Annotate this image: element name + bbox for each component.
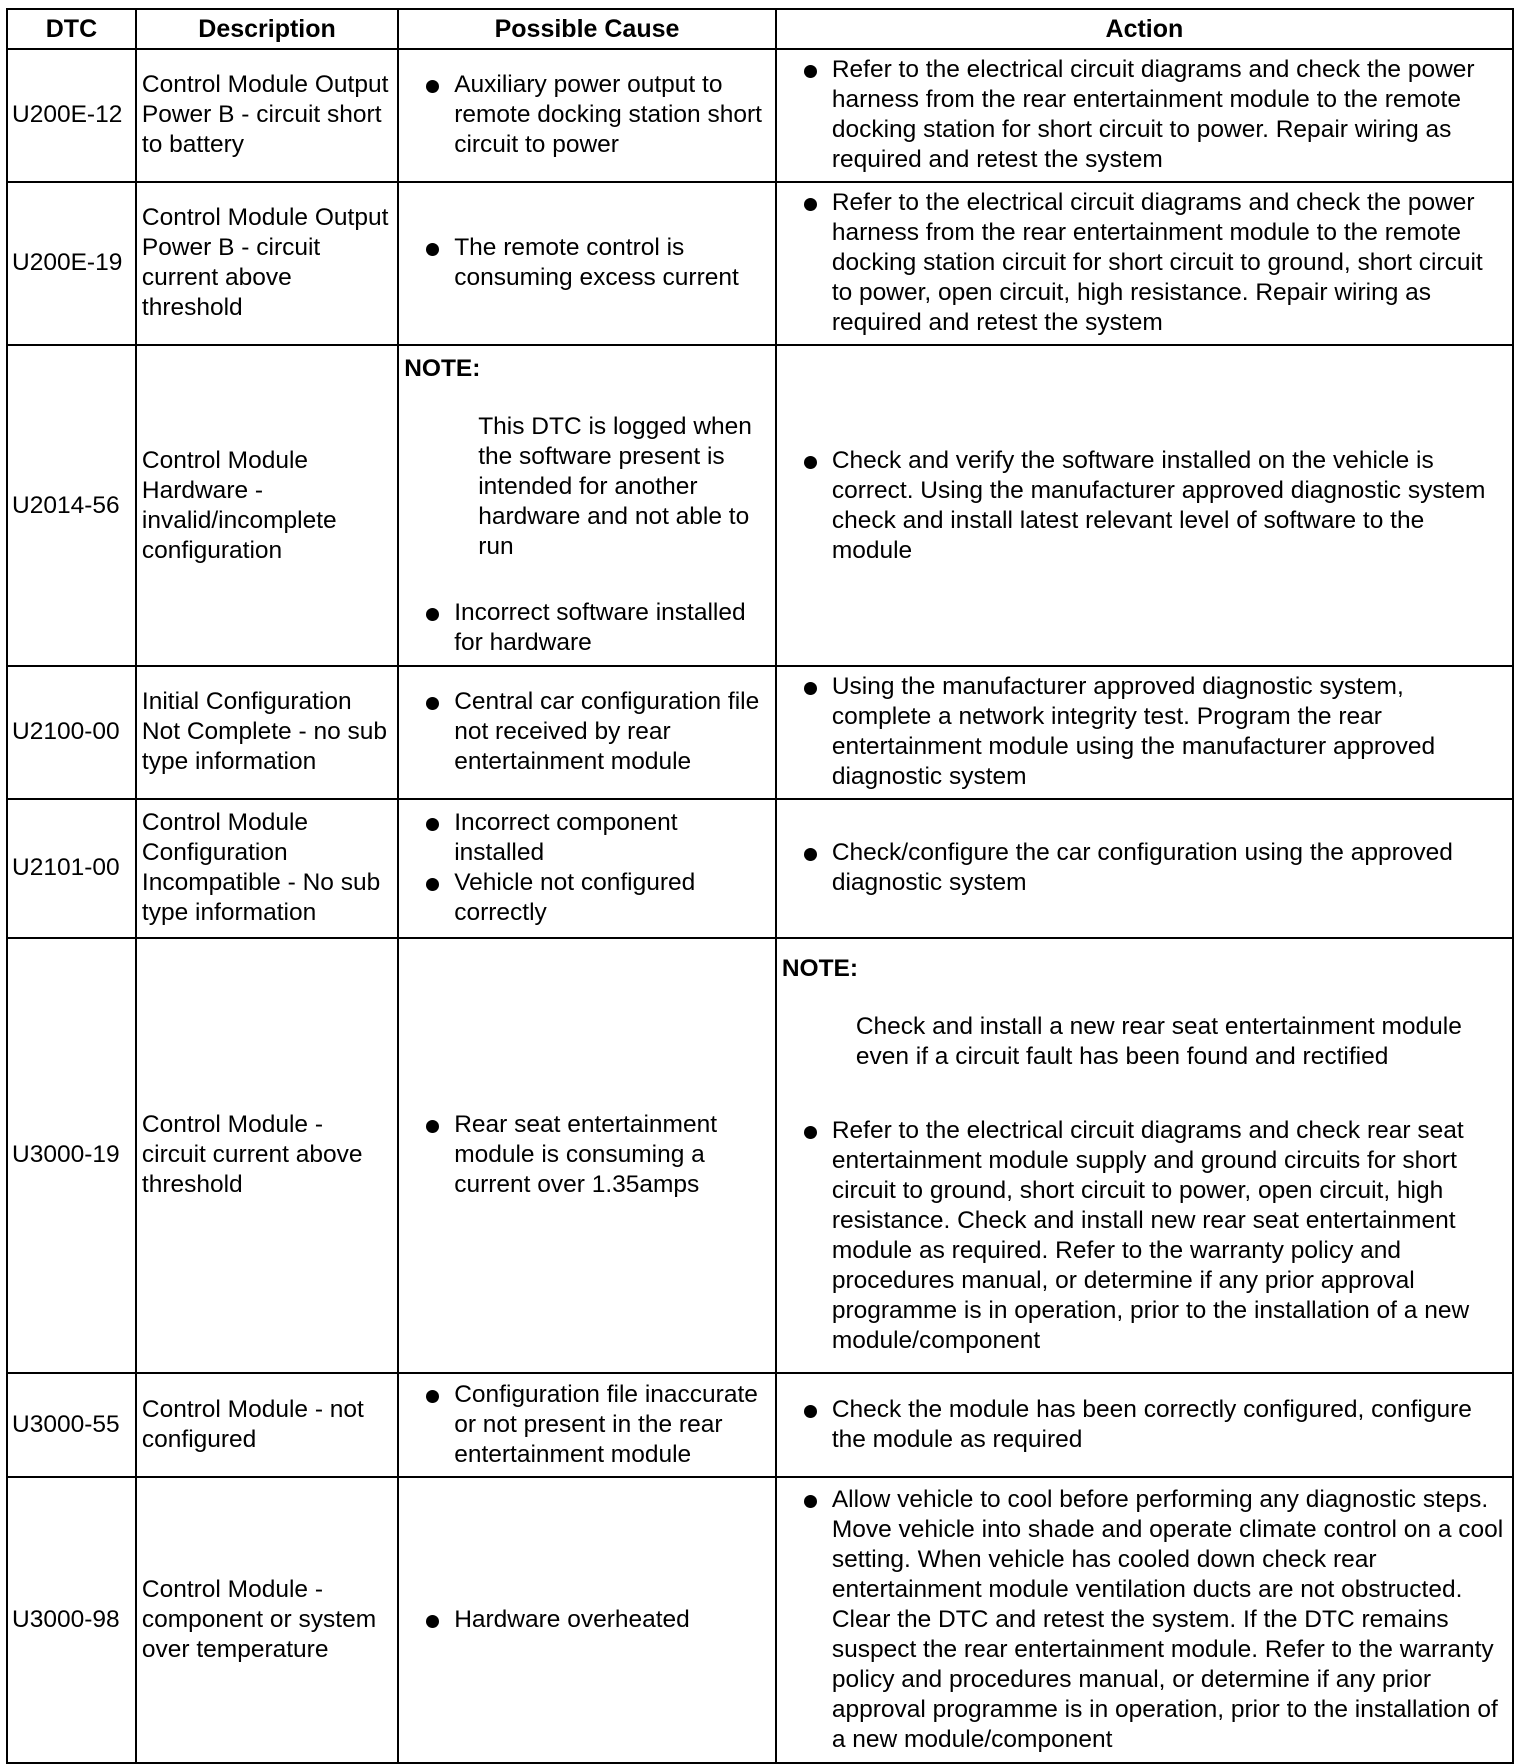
cause-bullet: Incorrect component installed xyxy=(404,808,771,868)
table-row xyxy=(7,182,1513,345)
dtc-code: U200E-12 xyxy=(7,49,136,182)
possible-cause-cell xyxy=(398,799,776,938)
table-row xyxy=(7,1477,1513,1763)
table-row xyxy=(7,666,1513,799)
table-row xyxy=(7,799,1513,938)
note-text: Check and install a new rear seat entertainment module even if a circuit fault has been found and rectified xyxy=(855,1013,1462,1071)
dtc-code: U2100-00 xyxy=(7,666,136,799)
action-bullet: Allow vehicle to cool before performing any diagnostic steps. Move vehicle into shade and operate climate control on a cool setting. When vehicle has cooled down check rear entertainment module ventilation ducts are not obstructed. Clear the DTC and retest the system. If the DTC remains suspect the rear entertainment module. Refer to the warranty policy and procedures manual, or determine if any prior approval programme is in operation, prior to the installation of a new module/component xyxy=(782,1485,1508,1755)
cause-bullet: Incorrect software installed for hardware xyxy=(404,598,771,658)
header-action: Action xyxy=(776,9,1513,49)
note-label: NOTE: xyxy=(404,354,481,382)
dtc-description: Initial Configuration Not Complete - no sub type information xyxy=(136,666,398,799)
dtc-code: U3000-98 xyxy=(7,1477,136,1763)
dtc-description: Control Module Hardware - invalid/incomplete configuration xyxy=(136,345,398,666)
cause-bullet: Configuration file inaccurate or not present in the rear entertainment module xyxy=(404,1380,771,1470)
action-bullet: Refer to the electrical circuit diagrams and check the power harness from the rear entertainment module to the remote docking station circuit for short circuit to ground, short circuit to power, open circuit, high resistance. Repair wiring as required and retest the system xyxy=(782,188,1508,338)
header-possible-cause: Possible Cause xyxy=(398,9,776,49)
action-cell xyxy=(776,1477,1513,1763)
header-row xyxy=(7,9,1513,49)
dtc-description: Control Module - component or system over temperature xyxy=(136,1477,398,1763)
table-row xyxy=(7,938,1513,1373)
action-cell xyxy=(776,1373,1513,1477)
action-cell xyxy=(776,49,1513,182)
possible-cause-cell xyxy=(398,1477,776,1763)
cause-bullet: The remote control is consuming excess current xyxy=(404,233,771,293)
cause-bullet: Hardware overheated xyxy=(404,1605,771,1635)
table-row xyxy=(7,345,1513,666)
note-label: NOTE: xyxy=(781,955,859,983)
header-dtc: DTC xyxy=(7,9,136,49)
possible-cause-cell xyxy=(398,666,776,799)
cause-bullet: Vehicle not configured correctly xyxy=(404,868,771,928)
dtc-code: U3000-19 xyxy=(7,938,136,1373)
action-bullet: Using the manufacturer approved diagnostic system, complete a network integrity test. Program the rear entertainment module using the manufacturer approved diagnostic system xyxy=(782,672,1508,792)
cause-bullet: Auxiliary power output to remote docking station short circuit to power xyxy=(404,70,771,160)
table-row xyxy=(7,1373,1513,1477)
action-cell xyxy=(776,182,1513,345)
dtc-description: Control Module - not configured xyxy=(136,1373,398,1477)
table-row xyxy=(7,49,1513,182)
dtc-description: Control Module Configuration Incompatible - No sub type information xyxy=(136,799,398,938)
action-bullet: Refer to the electrical circuit diagrams and check rear seat entertainment module supply and ground circuits for short circuit to ground, short circuit to power, open circuit, high resistance. Check and install new rear seat entertainment module as required. Refer to the warranty policy and procedures manual, or determine if any prior approval programme is in operation, prior to the installation of a new module/component xyxy=(782,1116,1508,1356)
dtc-description: Control Module Output Power B - circuit short to battery xyxy=(136,49,398,182)
possible-cause-cell xyxy=(398,49,776,182)
action-bullet: Check/configure the car configuration using the approved diagnostic system xyxy=(782,838,1508,898)
possible-cause-cell xyxy=(398,345,776,666)
action-cell xyxy=(776,666,1513,799)
dtc-code: U2101-00 xyxy=(7,799,136,938)
dtc-description: Control Module Output Power B - circuit current above threshold xyxy=(136,182,398,345)
note-text: This DTC is logged when the software present is intended for another hardware and not able to run xyxy=(478,412,752,560)
action-bullet: Refer to the electrical circuit diagrams and check the power harness from the rear entertainment module to the remote docking station for short circuit to power. Repair wiring as required and retest the system xyxy=(782,55,1508,175)
cause-bullet: Rear seat entertainment module is consuming a current over 1.35amps xyxy=(404,1110,771,1200)
dtc-description: Control Module - circuit current above threshold xyxy=(136,938,398,1373)
action-bullet: Check the module has been correctly configured, configure the module as required xyxy=(782,1395,1508,1455)
action-bullet: Check and verify the software installed on the vehicle is correct. Using the manufacturer approved diagnostic system check and install latest relevant level of software to the module xyxy=(782,446,1508,566)
dtc-table xyxy=(6,8,1514,1764)
action-cell xyxy=(776,345,1513,666)
dtc-code: U2014-56 xyxy=(7,345,136,666)
possible-cause-cell xyxy=(398,182,776,345)
action-cell xyxy=(776,938,1513,1373)
action-cell xyxy=(776,799,1513,938)
dtc-code: U200E-19 xyxy=(7,182,136,345)
dtc-code: U3000-55 xyxy=(7,1373,136,1477)
possible-cause-cell xyxy=(398,1373,776,1477)
possible-cause-cell xyxy=(398,938,776,1373)
cause-bullet: Central car configuration file not received by rear entertainment module xyxy=(404,687,771,777)
header-description: Description xyxy=(136,9,398,49)
